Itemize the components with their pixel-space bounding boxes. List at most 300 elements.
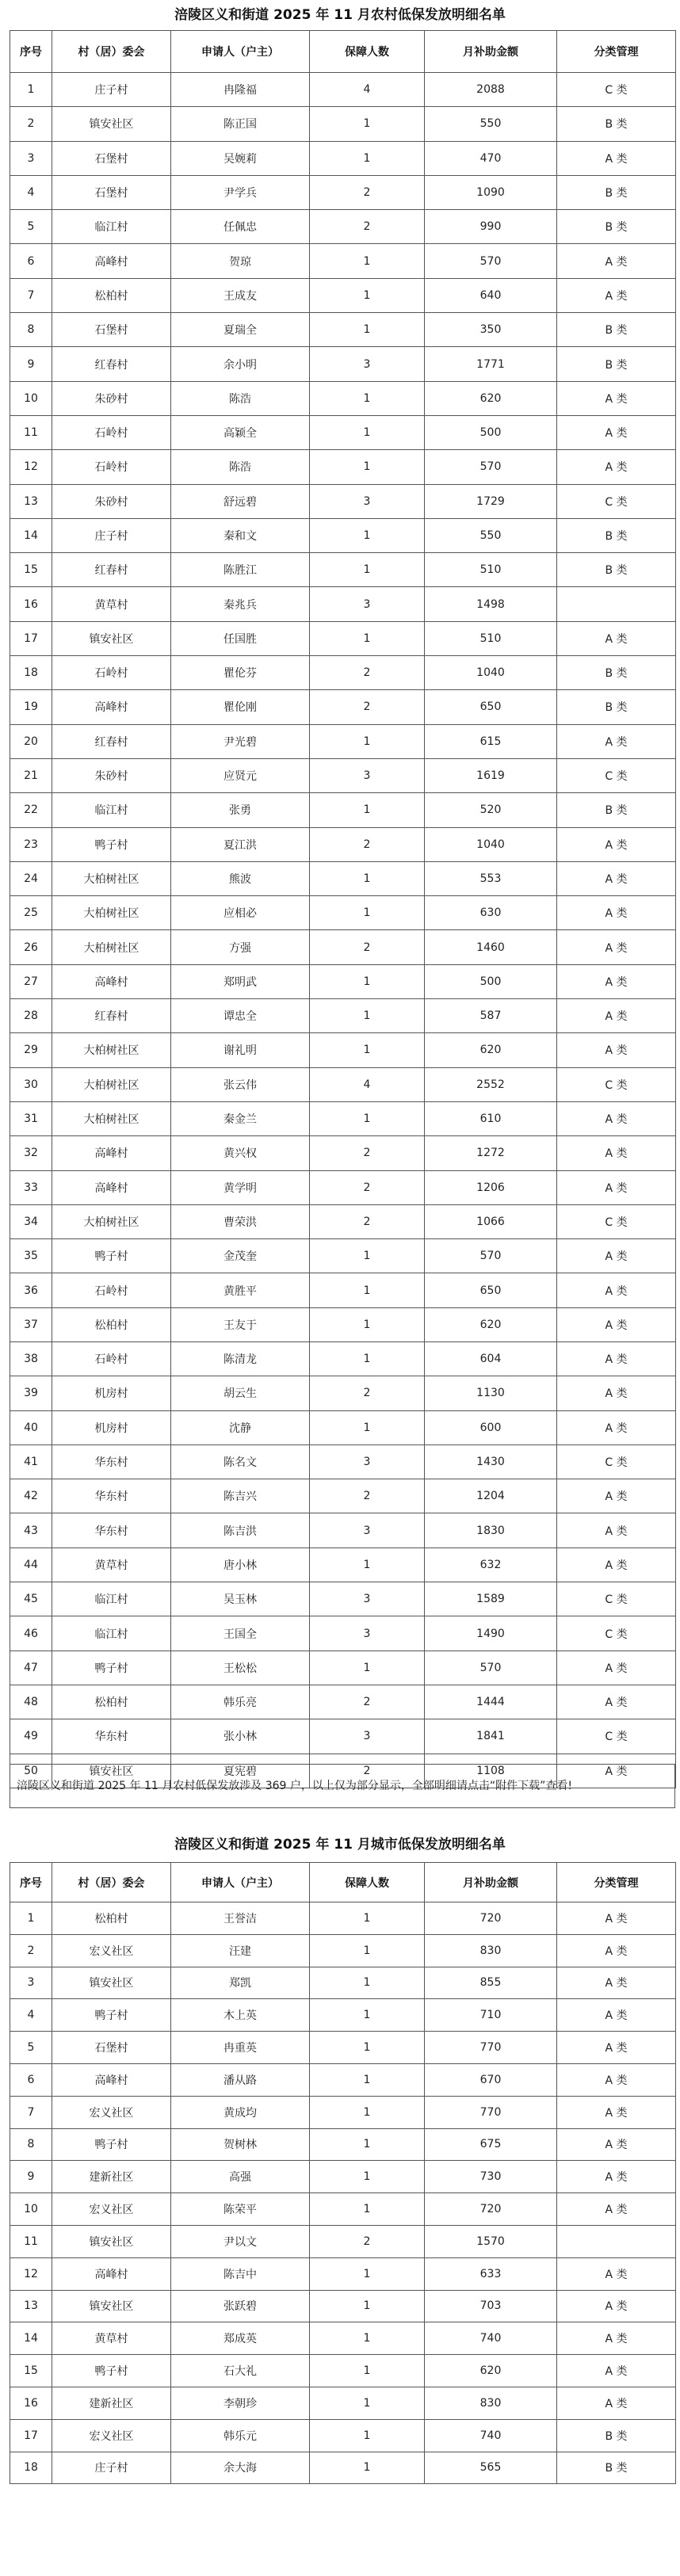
cell-amount: 830 xyxy=(425,1934,557,1967)
cell-index: 13 xyxy=(10,2290,52,2322)
cell-village: 大柏树社区 xyxy=(52,1033,171,1067)
cell-category: A 类 xyxy=(557,2322,676,2355)
cell-applicant: 陈吉洪 xyxy=(171,1513,310,1548)
cell-amount: 350 xyxy=(425,313,557,347)
table-row xyxy=(10,141,676,175)
table-row xyxy=(10,1651,676,1685)
cell-village: 高峰村 xyxy=(52,244,171,278)
cell-amount: 553 xyxy=(425,861,557,895)
cell-amount: 570 xyxy=(425,1651,557,1685)
table-row xyxy=(10,1902,676,1935)
cell-amount: 1830 xyxy=(425,1513,557,1548)
cell-category: B 类 xyxy=(557,793,676,827)
cell-index: 27 xyxy=(10,964,52,998)
cell-amount: 650 xyxy=(425,690,557,724)
cell-amount: 1589 xyxy=(425,1582,557,1616)
cell-amount: 740 xyxy=(425,2419,557,2452)
cell-category: C 类 xyxy=(557,1067,676,1101)
cell-amount: 587 xyxy=(425,999,557,1033)
cell-persons: 1 xyxy=(310,553,425,587)
cell-category: A 类 xyxy=(557,1967,676,1999)
cell-category: B 类 xyxy=(557,347,676,381)
cell-village: 机房村 xyxy=(52,1410,171,1444)
cell-category: B 类 xyxy=(557,175,676,209)
cell-village: 松柏村 xyxy=(52,1685,171,1719)
cell-applicant: 王国全 xyxy=(171,1616,310,1651)
cell-applicant: 张勇 xyxy=(171,793,310,827)
cell-category: A 类 xyxy=(557,2096,676,2128)
cell-index: 20 xyxy=(10,724,52,758)
header-applicant: 申请人（户主） xyxy=(171,1863,310,1902)
cell-applicant: 尹以文 xyxy=(171,2225,310,2257)
cell-persons: 1 xyxy=(310,313,425,347)
cell-applicant: 唐小林 xyxy=(171,1548,310,1582)
cell-village: 镇安社区 xyxy=(52,1967,171,1999)
table-row xyxy=(10,73,676,107)
table-row xyxy=(10,2225,676,2257)
cell-category: C 类 xyxy=(557,1616,676,1651)
cell-category: A 类 xyxy=(557,1033,676,1067)
cell-amount: 570 xyxy=(425,244,557,278)
cell-persons: 2 xyxy=(310,1170,425,1204)
cell-category: A 类 xyxy=(557,1651,676,1685)
cell-village: 鸭子村 xyxy=(52,1651,171,1685)
cell-persons: 3 xyxy=(310,347,425,381)
cell-village: 石岭村 xyxy=(52,450,171,484)
table-row xyxy=(10,484,676,518)
cell-persons: 1 xyxy=(310,2128,425,2161)
cell-village: 鸭子村 xyxy=(52,2355,171,2387)
cell-amount: 710 xyxy=(425,1999,557,2032)
table-row xyxy=(10,1101,676,1135)
cell-index: 30 xyxy=(10,1067,52,1101)
cell-index: 49 xyxy=(10,1719,52,1754)
cell-amount: 470 xyxy=(425,141,557,175)
cell-category: A 类 xyxy=(557,141,676,175)
cell-index: 8 xyxy=(10,313,52,347)
cell-category: A 类 xyxy=(557,999,676,1033)
table-row xyxy=(10,1967,676,1999)
cell-applicant: 夏江洪 xyxy=(171,827,310,861)
rural-table-title: 涪陵区义和街道 2025 年 11 月农村低保发放明细名单 xyxy=(174,7,506,23)
table-row xyxy=(10,1719,676,1754)
cell-persons: 2 xyxy=(310,690,425,724)
cell-applicant: 石大礼 xyxy=(171,2355,310,2387)
cell-village: 宏义社区 xyxy=(52,2096,171,2128)
cell-index: 7 xyxy=(10,278,52,312)
cell-category: A 类 xyxy=(557,1479,676,1513)
cell-applicant: 贺琼 xyxy=(171,244,310,278)
rural-table-header xyxy=(10,31,676,73)
table-row xyxy=(10,1548,676,1582)
cell-amount: 1272 xyxy=(425,1136,557,1170)
table-row xyxy=(10,1341,676,1376)
cell-applicant: 陈吉中 xyxy=(171,2257,310,2290)
cell-persons: 1 xyxy=(310,1967,425,1999)
cell-village: 建新社区 xyxy=(52,2387,171,2419)
cell-amount: 770 xyxy=(425,2096,557,2128)
cell-applicant: 韩乐亮 xyxy=(171,1685,310,1719)
cell-village: 庄子村 xyxy=(52,518,171,552)
cell-persons: 1 xyxy=(310,2419,425,2452)
cell-index: 17 xyxy=(10,2419,52,2452)
cell-category: A 类 xyxy=(557,415,676,449)
cell-category: A 类 xyxy=(557,381,676,415)
table-row xyxy=(10,1067,676,1101)
cell-category: A 类 xyxy=(557,2387,676,2419)
cell-index: 16 xyxy=(10,587,52,621)
cell-village: 临江村 xyxy=(52,210,171,244)
cell-applicant: 吴玉林 xyxy=(171,1582,310,1616)
cell-village: 鸭子村 xyxy=(52,1239,171,1273)
cell-applicant: 韩乐元 xyxy=(171,2419,310,2452)
cell-index: 38 xyxy=(10,1341,52,1376)
cell-amount: 620 xyxy=(425,381,557,415)
table-row xyxy=(10,690,676,724)
cell-applicant: 陈荣平 xyxy=(171,2193,310,2226)
cell-index: 24 xyxy=(10,861,52,895)
cell-village: 石堡村 xyxy=(52,2032,171,2064)
table-row xyxy=(10,896,676,930)
table-row xyxy=(10,2290,676,2322)
cell-persons: 1 xyxy=(310,1934,425,1967)
table-row xyxy=(10,1376,676,1410)
cell-index: 25 xyxy=(10,896,52,930)
header-persons: 保障人数 xyxy=(310,31,425,73)
cell-applicant: 陈浩 xyxy=(171,450,310,484)
cell-village: 大柏树社区 xyxy=(52,861,171,895)
cell-village: 高峰村 xyxy=(52,2063,171,2096)
cell-applicant: 陈浩 xyxy=(171,381,310,415)
cell-village: 石岭村 xyxy=(52,1273,171,1307)
cell-amount: 1430 xyxy=(425,1444,557,1479)
cell-index: 15 xyxy=(10,2355,52,2387)
cell-applicant: 秦兆兵 xyxy=(171,587,310,621)
cell-village: 华东村 xyxy=(52,1479,171,1513)
cell-amount: 1090 xyxy=(425,175,557,209)
cell-category: B 类 xyxy=(557,553,676,587)
cell-village: 大柏树社区 xyxy=(52,1067,171,1101)
cell-index: 6 xyxy=(10,244,52,278)
cell-amount: 830 xyxy=(425,2387,557,2419)
cell-applicant: 木上英 xyxy=(171,1999,310,2032)
cell-amount: 550 xyxy=(425,107,557,141)
cell-persons: 1 xyxy=(310,244,425,278)
cell-category: A 类 xyxy=(557,1410,676,1444)
cell-amount: 604 xyxy=(425,1341,557,1376)
cell-persons: 1 xyxy=(310,2452,425,2484)
cell-village: 机房村 xyxy=(52,1376,171,1410)
cell-village: 红春村 xyxy=(52,553,171,587)
cell-amount: 1130 xyxy=(425,1376,557,1410)
cell-amount: 1498 xyxy=(425,587,557,621)
rural-note: 涪陵区义和街道 2025 年 11 月农村低保发放涉及 369 户，以上仅为部分显示，全部明细请点击“附件下载”查看! xyxy=(10,1764,675,1808)
cell-village: 朱砂村 xyxy=(52,484,171,518)
cell-index: 36 xyxy=(10,1273,52,1307)
cell-persons: 2 xyxy=(310,210,425,244)
cell-amount: 510 xyxy=(425,621,557,655)
table-row xyxy=(10,381,676,415)
cell-index: 45 xyxy=(10,1582,52,1616)
cell-persons: 1 xyxy=(310,2193,425,2226)
cell-category: A 类 xyxy=(557,1902,676,1935)
cell-village: 朱砂村 xyxy=(52,758,171,792)
table-row xyxy=(10,587,676,621)
cell-index: 22 xyxy=(10,793,52,827)
cell-village: 大柏树社区 xyxy=(52,930,171,964)
cell-amount: 650 xyxy=(425,1273,557,1307)
cell-persons: 3 xyxy=(310,1513,425,1548)
cell-index: 9 xyxy=(10,2161,52,2193)
cell-applicant: 金茂奎 xyxy=(171,1239,310,1273)
cell-amount: 1570 xyxy=(425,2225,557,2257)
cell-category: A 类 xyxy=(557,450,676,484)
header-village: 村（居）委会 xyxy=(52,1863,171,1902)
cell-amount: 510 xyxy=(425,553,557,587)
cell-index: 47 xyxy=(10,1651,52,1685)
cell-applicant: 方强 xyxy=(171,930,310,964)
table-row xyxy=(10,2063,676,2096)
cell-index: 13 xyxy=(10,484,52,518)
cell-index: 50 xyxy=(10,1754,52,1788)
table-row xyxy=(10,553,676,587)
cell-applicant: 应贤元 xyxy=(171,758,310,792)
cell-index: 37 xyxy=(10,1307,52,1341)
table-row xyxy=(10,2322,676,2355)
cell-village: 宏义社区 xyxy=(52,1934,171,1967)
cell-persons: 3 xyxy=(310,1582,425,1616)
cell-applicant: 尹光碧 xyxy=(171,724,310,758)
table-row xyxy=(10,793,676,827)
cell-amount: 1841 xyxy=(425,1719,557,1754)
cell-persons: 1 xyxy=(310,450,425,484)
cell-persons: 1 xyxy=(310,381,425,415)
cell-village: 庄子村 xyxy=(52,2452,171,2484)
cell-persons: 1 xyxy=(310,964,425,998)
table-row xyxy=(10,656,676,690)
cell-applicant: 王友于 xyxy=(171,1307,310,1341)
cell-category: B 类 xyxy=(557,210,676,244)
cell-village: 鸭子村 xyxy=(52,1999,171,2032)
cell-applicant: 谢礼明 xyxy=(171,1033,310,1067)
cell-amount: 1460 xyxy=(425,930,557,964)
cell-category: A 类 xyxy=(557,861,676,895)
cell-index: 3 xyxy=(10,141,52,175)
cell-amount: 632 xyxy=(425,1548,557,1582)
cell-category: A 类 xyxy=(557,2257,676,2290)
cell-amount: 1771 xyxy=(425,347,557,381)
cell-village: 镇安社区 xyxy=(52,107,171,141)
cell-category: A 类 xyxy=(557,1170,676,1204)
cell-village: 石堡村 xyxy=(52,175,171,209)
cell-index: 44 xyxy=(10,1548,52,1582)
cell-amount: 1729 xyxy=(425,484,557,518)
cell-category: A 类 xyxy=(557,2290,676,2322)
cell-index: 33 xyxy=(10,1170,52,1204)
header-amount: 月补助金额 xyxy=(425,1863,557,1902)
cell-persons: 1 xyxy=(310,2161,425,2193)
cell-category: C 类 xyxy=(557,1444,676,1479)
cell-index: 12 xyxy=(10,450,52,484)
table-row xyxy=(10,278,676,312)
cell-category: A 类 xyxy=(557,1376,676,1410)
cell-village: 临江村 xyxy=(52,793,171,827)
cell-amount: 1066 xyxy=(425,1204,557,1238)
cell-index: 48 xyxy=(10,1685,52,1719)
cell-index: 8 xyxy=(10,2128,52,2161)
cell-amount: 740 xyxy=(425,2322,557,2355)
cell-persons: 2 xyxy=(310,2225,425,2257)
cell-category: C 类 xyxy=(557,1582,676,1616)
cell-persons: 1 xyxy=(310,1999,425,2032)
cell-amount: 610 xyxy=(425,1101,557,1135)
cell-applicant: 张云伟 xyxy=(171,1067,310,1101)
cell-amount: 670 xyxy=(425,2063,557,2096)
cell-village: 大柏树社区 xyxy=(52,1204,171,1238)
cell-category: A 类 xyxy=(557,2128,676,2161)
cell-amount: 620 xyxy=(425,2355,557,2387)
cell-amount: 1040 xyxy=(425,827,557,861)
cell-persons: 1 xyxy=(310,415,425,449)
cell-index: 2 xyxy=(10,107,52,141)
cell-village: 宏义社区 xyxy=(52,2193,171,2226)
cell-persons: 1 xyxy=(310,861,425,895)
cell-village: 大柏树社区 xyxy=(52,896,171,930)
cell-village: 镇安社区 xyxy=(52,2225,171,2257)
cell-applicant: 黄胜平 xyxy=(171,1273,310,1307)
cell-village: 宏义社区 xyxy=(52,2419,171,2452)
cell-category: A 类 xyxy=(557,1341,676,1376)
cell-amount: 1444 xyxy=(425,1685,557,1719)
cell-applicant: 王成友 xyxy=(171,278,310,312)
table-row xyxy=(10,1307,676,1341)
cell-category: A 类 xyxy=(557,827,676,861)
cell-category: A 类 xyxy=(557,1513,676,1548)
cell-amount: 855 xyxy=(425,1967,557,1999)
table-row xyxy=(10,1582,676,1616)
cell-applicant: 瞿伦刚 xyxy=(171,690,310,724)
cell-category: C 类 xyxy=(557,758,676,792)
table-row xyxy=(10,313,676,347)
cell-village: 黄草村 xyxy=(52,587,171,621)
cell-persons: 1 xyxy=(310,1651,425,1685)
cell-applicant: 吴婉莉 xyxy=(171,141,310,175)
cell-persons: 1 xyxy=(310,2387,425,2419)
cell-category: A 类 xyxy=(557,2161,676,2193)
table-row xyxy=(10,518,676,552)
cell-index: 4 xyxy=(10,175,52,209)
cell-applicant: 高强 xyxy=(171,2161,310,2193)
cell-village: 庄子村 xyxy=(52,73,171,107)
cell-amount: 620 xyxy=(425,1307,557,1341)
cell-persons: 1 xyxy=(310,896,425,930)
cell-applicant: 熊波 xyxy=(171,861,310,895)
cell-amount: 550 xyxy=(425,518,557,552)
cell-village: 松柏村 xyxy=(52,1902,171,1935)
cell-applicant: 陈清龙 xyxy=(171,1341,310,1376)
cell-index: 35 xyxy=(10,1239,52,1273)
cell-persons: 1 xyxy=(310,278,425,312)
cell-category: A 类 xyxy=(557,244,676,278)
cell-category: A 类 xyxy=(557,1999,676,2032)
cell-category: C 类 xyxy=(557,1719,676,1754)
cell-index: 18 xyxy=(10,2452,52,2484)
table-row xyxy=(10,1685,676,1719)
cell-amount: 620 xyxy=(425,1033,557,1067)
cell-applicant: 潘从路 xyxy=(171,2063,310,2096)
cell-category: B 类 xyxy=(557,313,676,347)
cell-applicant: 陈正国 xyxy=(171,107,310,141)
cell-persons: 2 xyxy=(310,656,425,690)
cell-index: 21 xyxy=(10,758,52,792)
cell-index: 14 xyxy=(10,518,52,552)
cell-applicant: 张跃碧 xyxy=(171,2290,310,2322)
cell-category: A 类 xyxy=(557,964,676,998)
cell-applicant: 任佩忠 xyxy=(171,210,310,244)
cell-applicant: 陈吉兴 xyxy=(171,1479,310,1513)
cell-persons: 4 xyxy=(310,1067,425,1101)
table-row xyxy=(10,1479,676,1513)
cell-amount: 1108 xyxy=(425,1754,557,1788)
cell-village: 高峰村 xyxy=(52,2257,171,2290)
cell-persons: 1 xyxy=(310,621,425,655)
cell-persons: 3 xyxy=(310,1719,425,1754)
cell-category: A 类 xyxy=(557,1754,676,1788)
urban-table-header xyxy=(10,1863,676,1902)
cell-applicant: 高颖全 xyxy=(171,415,310,449)
table-row xyxy=(10,621,676,655)
cell-applicant: 陈名文 xyxy=(171,1444,310,1479)
cell-index: 41 xyxy=(10,1444,52,1479)
cell-amount: 570 xyxy=(425,1239,557,1273)
cell-amount: 1619 xyxy=(425,758,557,792)
cell-village: 石堡村 xyxy=(52,141,171,175)
cell-persons: 1 xyxy=(310,2257,425,2290)
cell-village: 松柏村 xyxy=(52,1307,171,1341)
cell-applicant: 李朝珍 xyxy=(171,2387,310,2419)
table-row xyxy=(10,2419,676,2452)
cell-amount: 520 xyxy=(425,793,557,827)
cell-village: 高峰村 xyxy=(52,964,171,998)
table-row xyxy=(10,2193,676,2226)
cell-index: 15 xyxy=(10,553,52,587)
table-row xyxy=(10,2387,676,2419)
cell-persons: 1 xyxy=(310,724,425,758)
cell-village: 石岭村 xyxy=(52,415,171,449)
cell-category: A 类 xyxy=(557,2063,676,2096)
cell-category: C 类 xyxy=(557,73,676,107)
cell-amount: 675 xyxy=(425,2128,557,2161)
cell-index: 46 xyxy=(10,1616,52,1651)
cell-category: B 类 xyxy=(557,2419,676,2452)
cell-category: B 类 xyxy=(557,690,676,724)
cell-amount: 720 xyxy=(425,2193,557,2226)
table-row xyxy=(10,1033,676,1067)
cell-index: 19 xyxy=(10,690,52,724)
cell-category: A 类 xyxy=(557,278,676,312)
cell-category: A 类 xyxy=(557,1685,676,1719)
cell-category: A 类 xyxy=(557,724,676,758)
cell-amount: 2088 xyxy=(425,73,557,107)
cell-village: 华东村 xyxy=(52,1444,171,1479)
cell-index: 43 xyxy=(10,1513,52,1548)
table-row xyxy=(10,2355,676,2387)
cell-persons: 1 xyxy=(310,107,425,141)
cell-index: 18 xyxy=(10,656,52,690)
cell-applicant: 任国胜 xyxy=(171,621,310,655)
cell-index: 26 xyxy=(10,930,52,964)
cell-persons: 2 xyxy=(310,930,425,964)
